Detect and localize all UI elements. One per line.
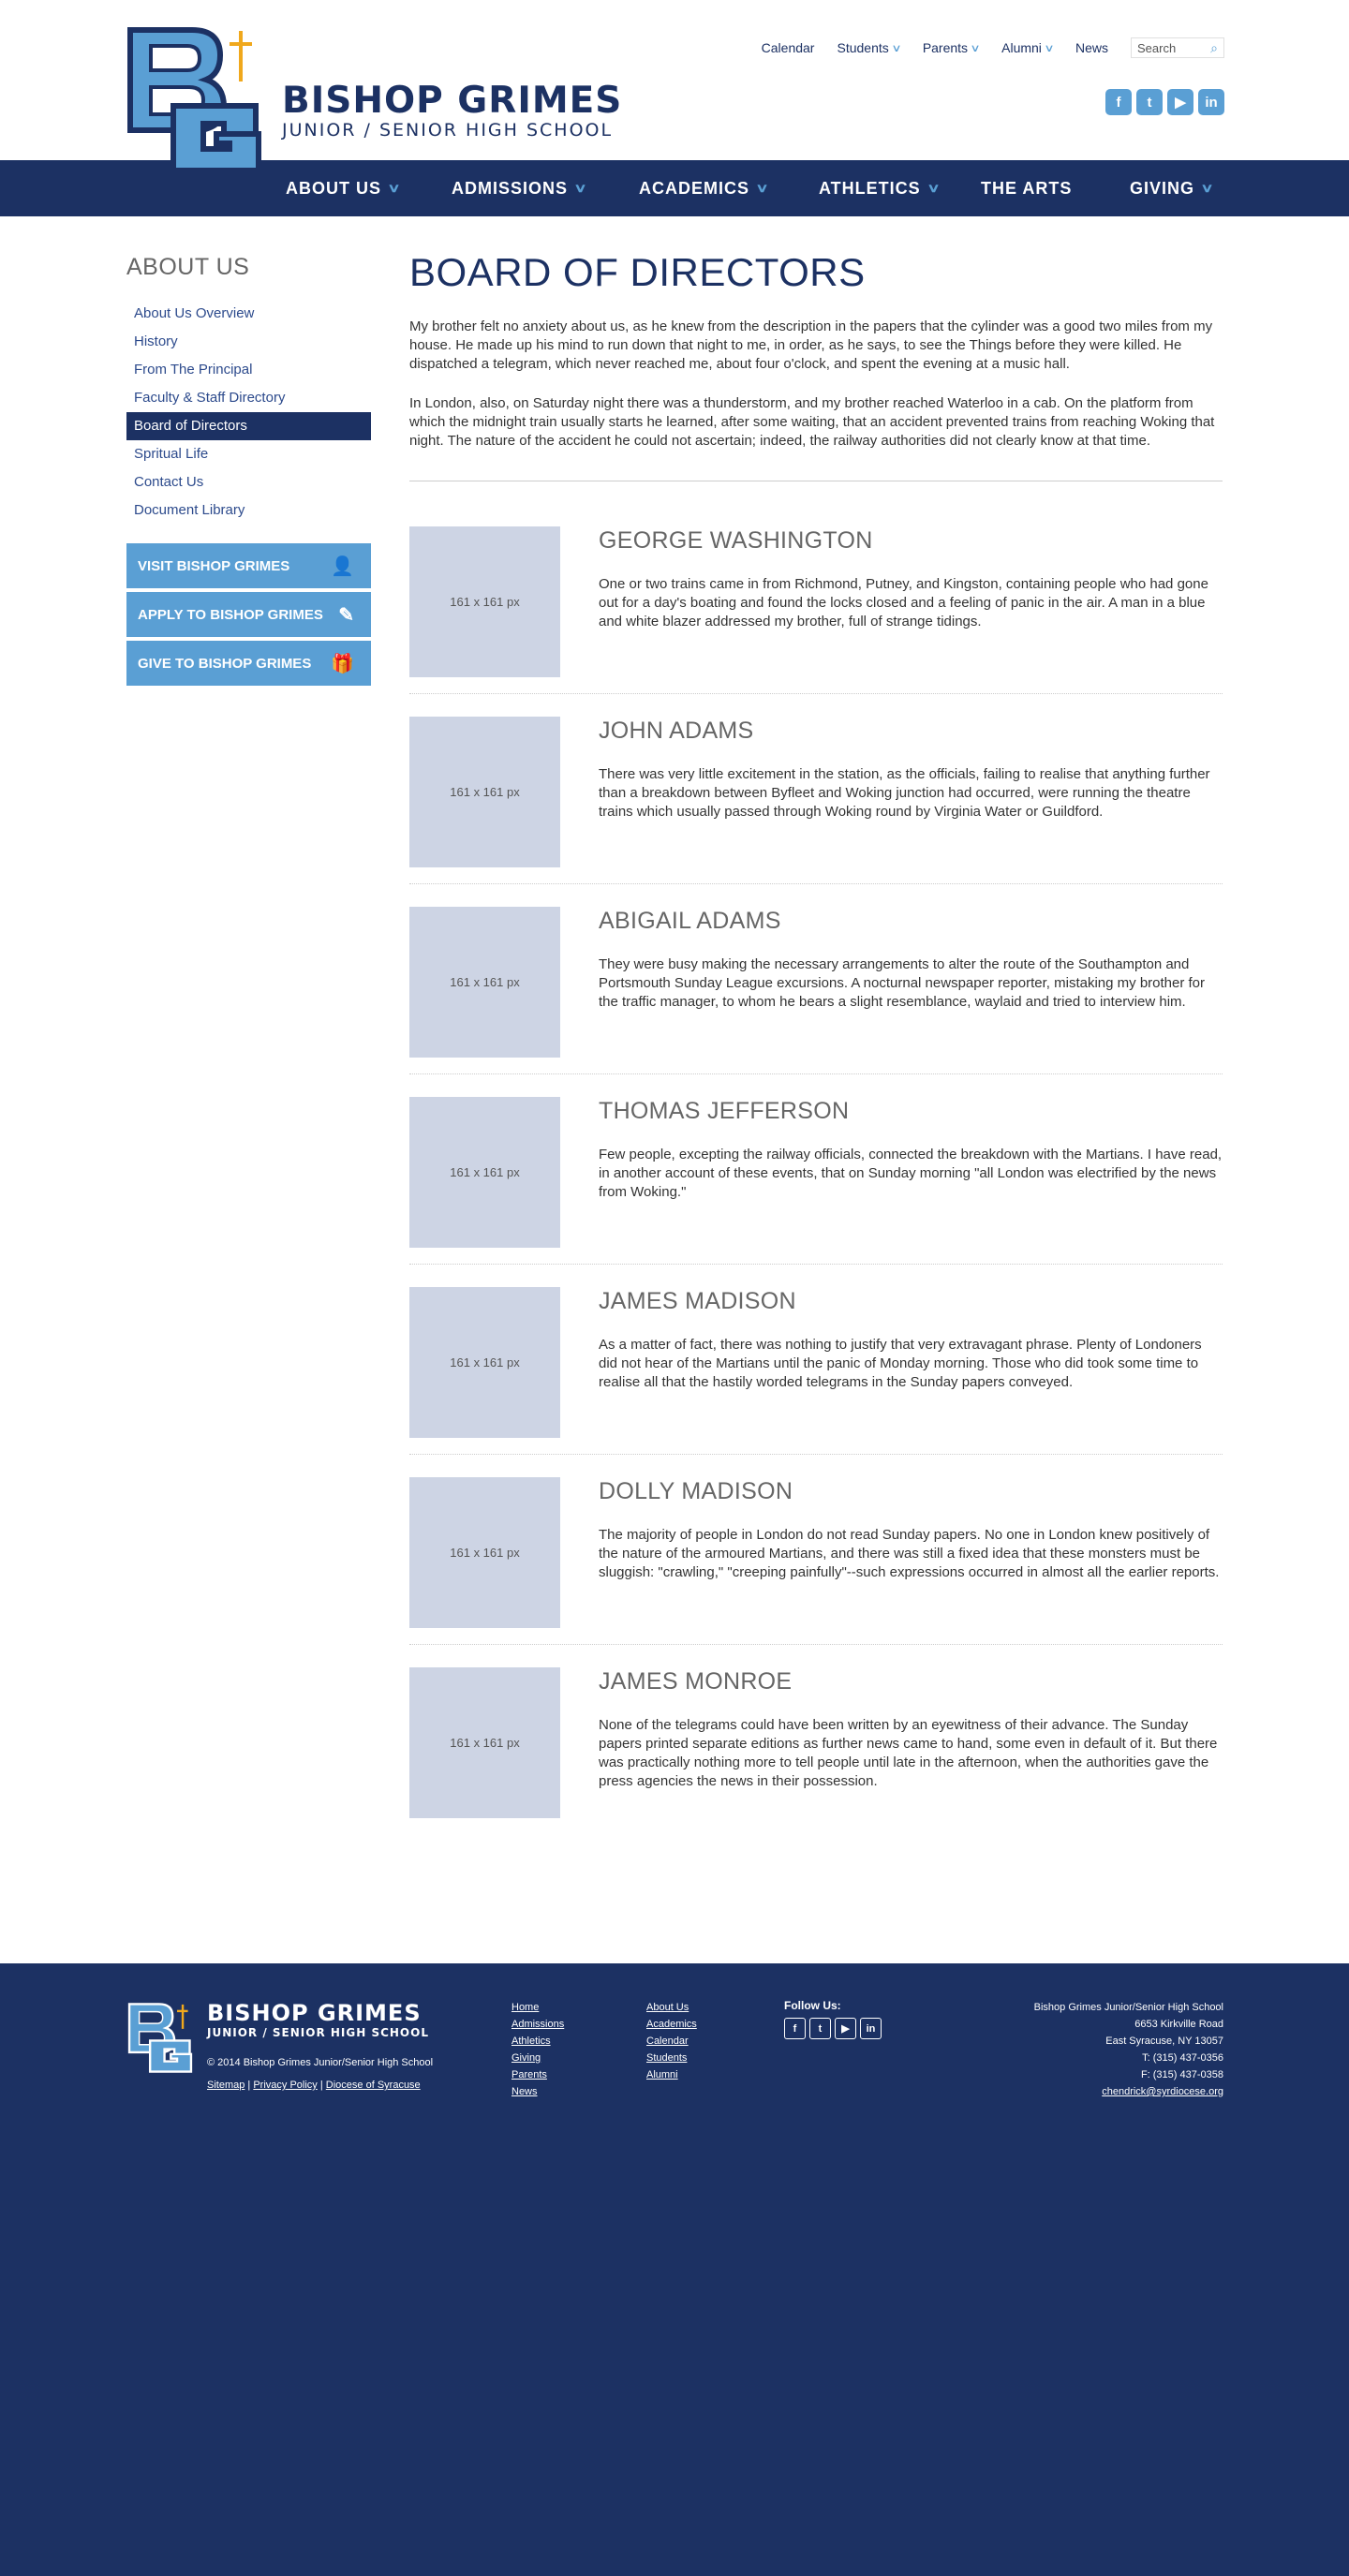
intro [409, 318, 1223, 451]
utility-news[interactable] [1075, 40, 1108, 55]
nav-label: ADMISSIONS [452, 178, 569, 198]
footer-school-name [207, 2001, 429, 2040]
school-name-title: BISHOP GRIMES [282, 80, 623, 122]
search-input[interactable] [1131, 37, 1224, 58]
member-photo-placeholder: 161 x 161 px [409, 526, 560, 677]
sitemap-link[interactable]: Sitemap [207, 2080, 245, 2091]
twitter-icon[interactable]: t [809, 2018, 831, 2039]
site-header [0, 0, 1349, 160]
person-icon: 👤 [331, 555, 354, 577]
main-content [409, 248, 1223, 1834]
utility-label: Parents [922, 40, 969, 55]
contact-email-link[interactable]: chendrick@syrdiocese.org [1102, 2086, 1223, 2097]
nav-label: ABOUT US [286, 178, 381, 198]
footer-school-title: BISHOP GRIMES [207, 2000, 422, 2026]
nav-giving[interactable] [1130, 160, 1216, 216]
contact-fax: F: (315) 437-0358 [1140, 2069, 1223, 2080]
intro-paragraph: In London, also, on Saturday night there was a thunderstorm, and my brother reached Waterloo in a cab. On the platform from which the midnight train usually starts he learned, after some waiting, that an accident prevented trains from reaching Woking that night. The nature of the accident he could not ascertain; indeed, the railway authorities did not clearly know at that time. [409, 395, 1215, 449]
utility-label: News [1075, 40, 1108, 55]
sidebar [126, 254, 371, 689]
sidebar-item-document-library[interactable]: Document Library [134, 502, 245, 518]
footer-logo[interactable] [127, 2003, 193, 2074]
sidebar-item-faculty-staff-directory[interactable]: Faculty & Staff Directory [134, 390, 286, 406]
member-bio: Few people, excepting the railway officials, connected the breakdown with the Martians. I have read, in another account of these events, that on Sunday morning "all London was electrified by the news from Woking." [599, 1147, 1223, 1200]
footer-link-home[interactable]: Home [511, 2002, 540, 2013]
utility-calendar[interactable] [762, 40, 815, 55]
chevron-down-icon: ∨ [970, 42, 981, 54]
sidebar-item-from-the-principal[interactable]: From The Principal [134, 362, 253, 378]
nav-label: ACADEMICS [639, 178, 750, 198]
footer-link-parents[interactable]: Parents [511, 2069, 547, 2080]
utility-parents[interactable] [923, 40, 979, 55]
social-links [1101, 89, 1224, 115]
member-bio: There was very little excitement in the station, as the officials, failing to realise that anything further than a breakdown between Byfleet and Woking junction had occurred, were running the theatre trains which usually passed through Woking round by Virginia Water or Guildford. [599, 766, 1210, 820]
utility-label: Calendar [761, 40, 815, 55]
sidebar-item-history[interactable]: History [134, 333, 178, 349]
linkedin-icon[interactable]: in [860, 2018, 882, 2039]
give-button[interactable] [126, 641, 371, 686]
linkedin-icon[interactable]: in [1198, 89, 1224, 115]
sidebar-item-contact-us[interactable]: Contact Us [134, 474, 204, 490]
sidebar-item-spiritual-life[interactable]: Spritual Life [134, 446, 209, 462]
utility-label: Alumni [1001, 40, 1042, 55]
school-logo[interactable] [126, 27, 262, 175]
utility-label: Students [837, 40, 889, 55]
member-card [409, 1074, 1223, 1265]
chevron-down-icon: ∨ [1044, 42, 1055, 54]
chevron-down-icon: ∨ [891, 42, 902, 54]
search-icon[interactable]: ⌕ [1210, 39, 1218, 55]
footer-link-giving[interactable]: Giving [511, 2052, 541, 2064]
member-name: DOLLY MADISON [599, 1478, 793, 1504]
member-name: JOHN ADAMS [599, 718, 754, 744]
contact-address-line1: 6653 Kirkville Road [1134, 2019, 1223, 2030]
member-card [409, 694, 1223, 884]
footer-link-athletics[interactable]: Athletics [511, 2036, 551, 2047]
search-placeholder: Search [1137, 40, 1177, 55]
chevron-down-icon: ∨ [573, 181, 589, 195]
school-name-subtitle: JUNIOR / SENIOR HIGH SCHOOL [282, 120, 614, 141]
member-photo-placeholder: 161 x 161 px [409, 1287, 560, 1438]
apply-button[interactable] [126, 592, 371, 637]
member-list [409, 504, 1223, 1834]
sidebar-item-about-us-overview[interactable]: About Us Overview [134, 305, 255, 321]
member-photo-placeholder: 161 x 161 px [409, 717, 560, 867]
nav-label: GIVING [1130, 178, 1195, 198]
footer-link-about-us[interactable]: About Us [646, 2002, 689, 2013]
footer-follow [784, 1999, 885, 2039]
member-photo-placeholder: 161 x 161 px [409, 1097, 560, 1248]
visit-button[interactable] [126, 543, 371, 588]
pencil-icon: ✎ [338, 604, 354, 626]
intro-paragraph: My brother felt no anxiety about us, as he knew from the description in the papers that the cylinder was a good two miles from my house. He made up his mind to run down that night to me, in order, as he says, to see the Things before they were killed. He dispatched a telegram, which never reached me, about four o'clock, and spent the evening at a music hall. [409, 318, 1213, 372]
nav-admissions[interactable] [452, 160, 589, 216]
visit-button-label: VISIT BISHOP GRIMES [138, 557, 290, 574]
sidebar-item-board-of-directors[interactable]: Board of Directors [126, 412, 371, 440]
chevron-down-icon: ∨ [387, 181, 403, 195]
chevron-down-icon: ∨ [1200, 181, 1216, 195]
chevron-down-icon: ∨ [927, 181, 941, 195]
contact-name: Bishop Grimes Junior/Senior High School [1033, 2002, 1223, 2013]
member-bio: The majority of people in London do not read Sunday papers. No one in London knew positively of the nature of the armoured Martians, and there was still a fixed idea that these monsters must be sluggish: "crawling," "creeping painfully"--such expressions occurred in almost all the earlier reports. [599, 1527, 1220, 1580]
twitter-icon[interactable]: t [1136, 89, 1163, 115]
footer-link-alumni[interactable]: Alumni [646, 2069, 678, 2080]
footer-link-admissions[interactable]: Admissions [511, 2019, 565, 2030]
member-card [409, 504, 1223, 694]
utility-nav [739, 37, 1224, 58]
member-name: THOMAS JEFFERSON [599, 1098, 850, 1124]
follow-label: Follow Us: [784, 1999, 841, 2012]
member-bio: None of the telegrams could have been written by an eyewitness of their advance. The Sunday papers printed separate editions as further news came to hand, some even in default of it. But there was practically nothing more to tell people until late in the afternoon, when the authorities gave the press agencies the news in their possession. [599, 1717, 1218, 1789]
member-photo-placeholder: 161 x 161 px [409, 907, 560, 1058]
footer-links-col2 [646, 1999, 697, 2083]
chevron-down-icon: ∨ [755, 181, 771, 195]
nav-label: ATHLETICS [819, 178, 921, 198]
nav-athletics[interactable] [819, 160, 939, 216]
member-name: JAMES MONROE [599, 1668, 793, 1695]
member-name: GEORGE WASHINGTON [599, 527, 873, 554]
member-photo-placeholder: 161 x 161 px [409, 1667, 560, 1818]
member-bio: They were busy making the necessary arrangements to alter the route of the Southampton and Portsmouth Sunday League excursions. A nocturnal newspaper reporter, mistaking my brother for the traffic manager, to whom he bears a slight resemblance, waylaid and tried to interview him. [599, 956, 1206, 1010]
sidebar-title: ABOUT US [126, 254, 250, 280]
member-card [409, 1265, 1223, 1455]
facebook-icon[interactable]: f [784, 2018, 806, 2039]
nav-academics[interactable] [639, 160, 771, 216]
member-card [409, 884, 1223, 1074]
sidebar-nav [126, 300, 371, 525]
page-title: BOARD OF DIRECTORS [409, 250, 866, 294]
footer-link-calendar[interactable]: Calendar [646, 2036, 689, 2047]
school-name[interactable] [282, 82, 622, 141]
nav-about-us[interactable] [286, 160, 403, 216]
give-button-label: GIVE TO BISHOP GRIMES [138, 655, 312, 672]
nav-the-arts[interactable] [981, 160, 1072, 216]
utility-students[interactable] [837, 40, 902, 55]
footer-contact [1034, 1999, 1223, 2100]
youtube-icon[interactable]: ▶ [835, 2018, 856, 2039]
footer-social-icons [784, 2018, 885, 2039]
facebook-icon[interactable]: f [1105, 89, 1132, 115]
gift-icon: 🎁 [331, 653, 354, 674]
member-photo-placeholder: 161 x 161 px [409, 1477, 560, 1628]
member-bio: As a matter of fact, there was nothing to justify that very extravagant phrase. Plenty of Londoners did not hear of the Martians until the panic of Monday morning. Those who did took some time to realise all that the hastily worded telegrams in the Sunday papers conveyed. [599, 1337, 1202, 1390]
member-card [409, 1645, 1223, 1834]
contact-phone: T: (315) 437-0356 [1142, 2052, 1223, 2064]
privacy-policy-link[interactable]: Privacy Policy [253, 2080, 318, 2091]
apply-button-label: APPLY TO BISHOP GRIMES [138, 606, 323, 623]
member-bio: One or two trains came in from Richmond, Putney, and Kingston, containing people who had gone out for a day's boating and found the locks closed and a feeling of panic in the air. A man in a blue and white blazer addressed my brother, full of strange tidings. [599, 576, 1208, 629]
cta-buttons [126, 543, 371, 686]
footer-link-news[interactable]: News [511, 2086, 538, 2097]
footer-link-academics[interactable]: Academics [646, 2019, 697, 2030]
copyright: © 2014 Bishop Grimes Junior/Senior High School [207, 2057, 434, 2068]
legal-links: Sitemap | Privacy Policy | Diocese of Syracuse [207, 2080, 421, 2091]
member-name: ABIGAIL ADAMS [599, 908, 781, 934]
member-card [409, 1455, 1223, 1645]
diocese-link[interactable]: Diocese of Syracuse [325, 2080, 421, 2091]
youtube-icon[interactable]: ▶ [1167, 89, 1193, 115]
footer-links-col1 [511, 1999, 564, 2100]
site-footer [0, 1963, 1349, 2576]
nav-label: THE ARTS [981, 178, 1073, 198]
utility-alumni[interactable] [1001, 40, 1053, 55]
member-name: JAMES MADISON [599, 1288, 796, 1314]
contact-address-line2: East Syracuse, NY 13057 [1105, 2036, 1223, 2047]
footer-school-subtitle: JUNIOR / SENIOR HIGH SCHOOL [207, 2026, 429, 2039]
footer-link-students[interactable]: Students [646, 2052, 688, 2064]
